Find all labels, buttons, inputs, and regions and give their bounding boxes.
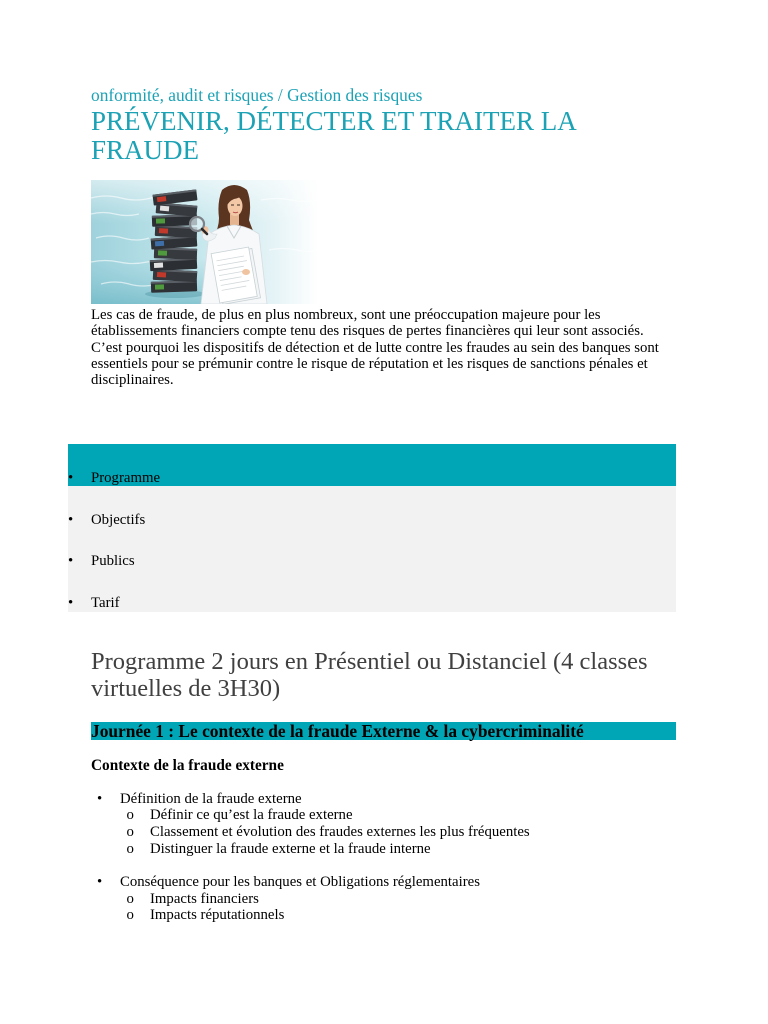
bullet-icon: • bbox=[68, 511, 74, 528]
program-heading-line: virtuelles de 3H30) bbox=[91, 675, 281, 702]
program-heading bbox=[91, 648, 648, 703]
list-item bbox=[0, 791, 700, 808]
tab-list bbox=[68, 470, 160, 636]
intro-line: essentiels pour se prémunir contre le risque de réputation et les risques de sanctions pénales et bbox=[91, 355, 648, 372]
outline-group bbox=[0, 874, 700, 924]
sub-list-item-label: Définir ce qu’est la fraude externe bbox=[150, 807, 353, 824]
tab-label: Tarif bbox=[91, 594, 120, 611]
bullet-icon: • bbox=[68, 594, 74, 611]
sub-list-item-label: Distinguer la fraude externe et la fraude interne bbox=[150, 840, 431, 857]
bullet-icon: • bbox=[68, 470, 74, 486]
sub-list-item bbox=[0, 907, 700, 924]
list-item-label: Définition de la fraude externe bbox=[120, 790, 302, 807]
sub-list-item bbox=[0, 841, 700, 858]
sub-list-item-label: Impacts réputationnels bbox=[150, 907, 285, 924]
page-title-line: FRAUDE bbox=[91, 135, 200, 165]
circle-bullet-icon: o bbox=[126, 807, 134, 824]
circle-bullet-icon: o bbox=[126, 823, 134, 840]
papers bbox=[211, 247, 260, 304]
hero-image bbox=[91, 180, 318, 304]
circle-bullet-icon: o bbox=[126, 907, 134, 924]
list-item-label: Conséquence pour les banques et Obligations réglementaires bbox=[120, 874, 480, 891]
tab-tarif[interactable] bbox=[68, 595, 160, 612]
tab-label: Publics bbox=[91, 553, 135, 569]
sub-list-item-label: Impacts financiers bbox=[150, 890, 259, 907]
tab-objectifs[interactable] bbox=[68, 512, 160, 529]
bullet-icon: • bbox=[97, 790, 103, 807]
bullet-icon: • bbox=[68, 553, 74, 569]
intro-line: disciplinaires. bbox=[91, 372, 174, 389]
outline-group bbox=[0, 791, 700, 858]
tab-programme[interactable] bbox=[68, 470, 160, 487]
bullet-icon: • bbox=[97, 874, 103, 891]
tab-label: Objectifs bbox=[91, 511, 146, 528]
intro-paragraph bbox=[91, 307, 659, 388]
hero-illustration bbox=[91, 180, 318, 304]
circle-bullet-icon: o bbox=[126, 840, 134, 857]
intro-line: Les cas de fraude, de plus en plus nombreux, sont une préoccupation majeure pour les bbox=[91, 307, 601, 323]
sub-list-item bbox=[0, 807, 700, 824]
sub-list-item bbox=[0, 824, 700, 841]
sub-list-item bbox=[0, 891, 700, 908]
section-title: Contexte de la fraude externe bbox=[91, 757, 284, 774]
list-item bbox=[0, 874, 700, 891]
tab-label: Programme bbox=[91, 470, 161, 486]
program-heading-line: Programme 2 jours en Présentiel ou Distanciel (4 classes bbox=[91, 647, 648, 675]
breadcrumb[interactable]: onformité, audit et risques / Gestion des risques bbox=[91, 85, 423, 105]
day-title: Journée 1 : Le contexte de la fraude Externe & la cybercriminalité bbox=[91, 722, 676, 740]
circle-bullet-icon: o bbox=[126, 890, 134, 907]
page-title bbox=[91, 107, 577, 165]
program-outline bbox=[0, 791, 700, 925]
intro-line: C’est pourquoi les dispositifs de détection et de lutte contre les fraudes au sein des banques sont bbox=[91, 339, 659, 356]
page-title-line: PRÉVENIR, DÉTECTER ET TRAITER LA bbox=[91, 106, 577, 136]
intro-line: établissements financiers compte tenu des risques de pertes financières qui leur sont associés. bbox=[91, 323, 644, 340]
tab-publics[interactable] bbox=[68, 553, 160, 570]
sub-list-item-label: Classement et évolution des fraudes externes les plus fréquentes bbox=[150, 823, 530, 840]
